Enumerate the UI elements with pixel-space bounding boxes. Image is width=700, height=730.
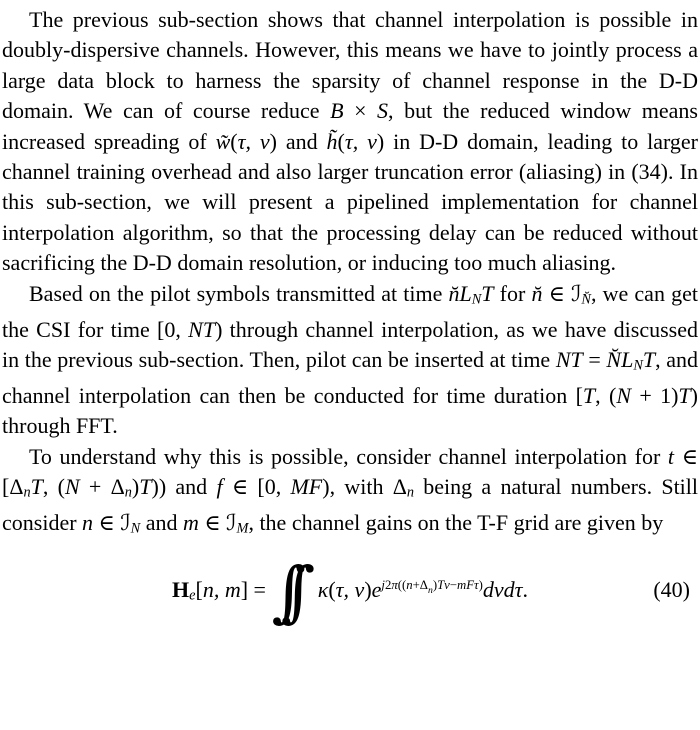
text-run: N	[64, 474, 80, 500]
text-run: Tν	[437, 577, 450, 592]
text-run: T	[582, 383, 596, 408]
text-run: N	[633, 357, 643, 374]
text-run: e	[371, 576, 382, 602]
text-run: , (	[42, 474, 65, 500]
text-run: M	[236, 520, 249, 537]
equation-number: (40)	[653, 576, 690, 602]
text-run: −	[449, 577, 458, 592]
text-run: n̆L	[448, 280, 472, 306]
text-run: , the channel gains on the T-F grid are given by	[248, 510, 664, 536]
text-run: τ, ν	[344, 128, 377, 154]
text-run: 2	[384, 577, 392, 592]
text-run: π	[391, 577, 398, 592]
paragraph-1	[2, 5, 698, 279]
text-run: H	[172, 576, 190, 602]
text-run: n	[406, 484, 415, 501]
text-run: To understand why this is possible, consider channel interpolation for	[29, 443, 668, 469]
paragraph-2	[2, 279, 698, 442]
text-run: N	[471, 291, 482, 308]
text-run: S	[377, 98, 389, 124]
text-run: n̆	[531, 280, 543, 306]
text-run: )	[364, 576, 372, 602]
text-run: ((	[397, 577, 407, 592]
text-run: τ, ν	[237, 128, 270, 154]
equation-40	[2, 546, 698, 634]
text-run: ) and	[269, 128, 327, 154]
text-run: +Δ	[412, 577, 428, 592]
text-run: NT	[188, 316, 216, 342]
text-run: e	[189, 587, 196, 604]
text-run: and	[140, 510, 183, 536]
text-run: + 1)	[631, 383, 679, 408]
text-run: f	[216, 474, 223, 500]
text-run: (	[230, 128, 238, 154]
text-run: n	[427, 584, 433, 596]
text-run: n	[124, 484, 132, 501]
text-run: ×	[343, 98, 378, 124]
text-run: being a natural numbers. Still consider	[2, 474, 699, 536]
text-run: h̃	[326, 128, 338, 154]
text-run: (	[328, 576, 336, 602]
text-run: The previous sub-section shows that channel interpolation is possible in doubly-dispersive channels. However, this means we have to jointly process a large data block to harness the sparsity of channel response in the D-D domain. We can of course reduce	[2, 7, 698, 124]
text-run: ℐ	[571, 281, 582, 307]
text-run: ) in D-D domain, leading to larger channel training overhead and also larger truncation error (aliasing) in (34). In this sub-section, we will present a pipelined implementation for channel interpolation algorithm, so that the processing delay can be reduced without sacrificing the D-D domain resolution, or inducing too much aliasing.	[2, 128, 699, 276]
text-run: , and channel interpolation can then be conducted for time duration [	[2, 347, 699, 408]
text-run: T	[642, 347, 656, 373]
text-run: τ, ν	[335, 576, 365, 602]
text-run: N̆L	[606, 347, 634, 373]
text-run: ), with Δ	[322, 474, 407, 500]
text-run: + Δ	[79, 474, 125, 500]
text-run: ) through channel interpolation, as we have discussed in the previous sub-section. Then, pilot can be inserted at time	[2, 316, 698, 373]
text-run: , but the reduced window means increased spreading of	[2, 98, 698, 154]
text-run: ) through FFT.	[2, 383, 698, 439]
text-run: T	[30, 474, 43, 500]
text-run: ∈	[542, 280, 572, 306]
text-run: MF	[290, 474, 323, 500]
text-run: , we can get the CSI for time [0,	[2, 280, 698, 342]
text-run: N	[616, 383, 631, 408]
paragraph-3	[2, 442, 698, 544]
text-run: ∈	[93, 510, 121, 536]
text-run: (	[337, 128, 345, 154]
text-run: , (	[595, 383, 617, 408]
text-run: [	[195, 576, 203, 602]
text-run: ℐ	[120, 511, 131, 537]
text-run: n, m	[202, 576, 241, 602]
text-run: ∈ [0,	[222, 474, 291, 500]
text-run: NT	[555, 347, 583, 373]
text-run: ∈	[198, 510, 227, 536]
text-run: m	[182, 510, 199, 536]
text-run: )	[432, 577, 438, 592]
text-run: ∫∫	[271, 552, 291, 630]
text-run: N̆	[581, 291, 591, 308]
text-run: ] =	[240, 576, 272, 602]
text-run: Based on the pilot symbols transmitted at time	[29, 280, 449, 306]
text-run: )) and	[151, 474, 217, 500]
equation-body	[172, 552, 528, 630]
text-run: ∈ [Δ	[2, 443, 698, 500]
text-run: .	[522, 576, 528, 602]
text-run: κ	[317, 576, 329, 602]
text-run: n	[23, 484, 31, 501]
text-run: n	[406, 577, 413, 592]
text-run: )	[131, 474, 140, 500]
text-run: T	[678, 383, 691, 408]
text-run: t	[667, 443, 675, 469]
text-run: w̃	[215, 128, 231, 154]
text-run: T	[481, 280, 494, 306]
text-run: B	[330, 98, 344, 124]
text-run: for	[493, 280, 532, 306]
text-run: mFτ	[457, 577, 479, 592]
text-run: )	[478, 577, 483, 592]
text-run: n	[82, 510, 94, 536]
text-run: ℐ	[226, 511, 237, 537]
text-run: =	[582, 347, 607, 373]
text-run: T	[139, 474, 152, 500]
text-run: N	[130, 520, 141, 537]
text-run: dνdτ	[482, 576, 523, 602]
text-run: j	[381, 577, 385, 592]
